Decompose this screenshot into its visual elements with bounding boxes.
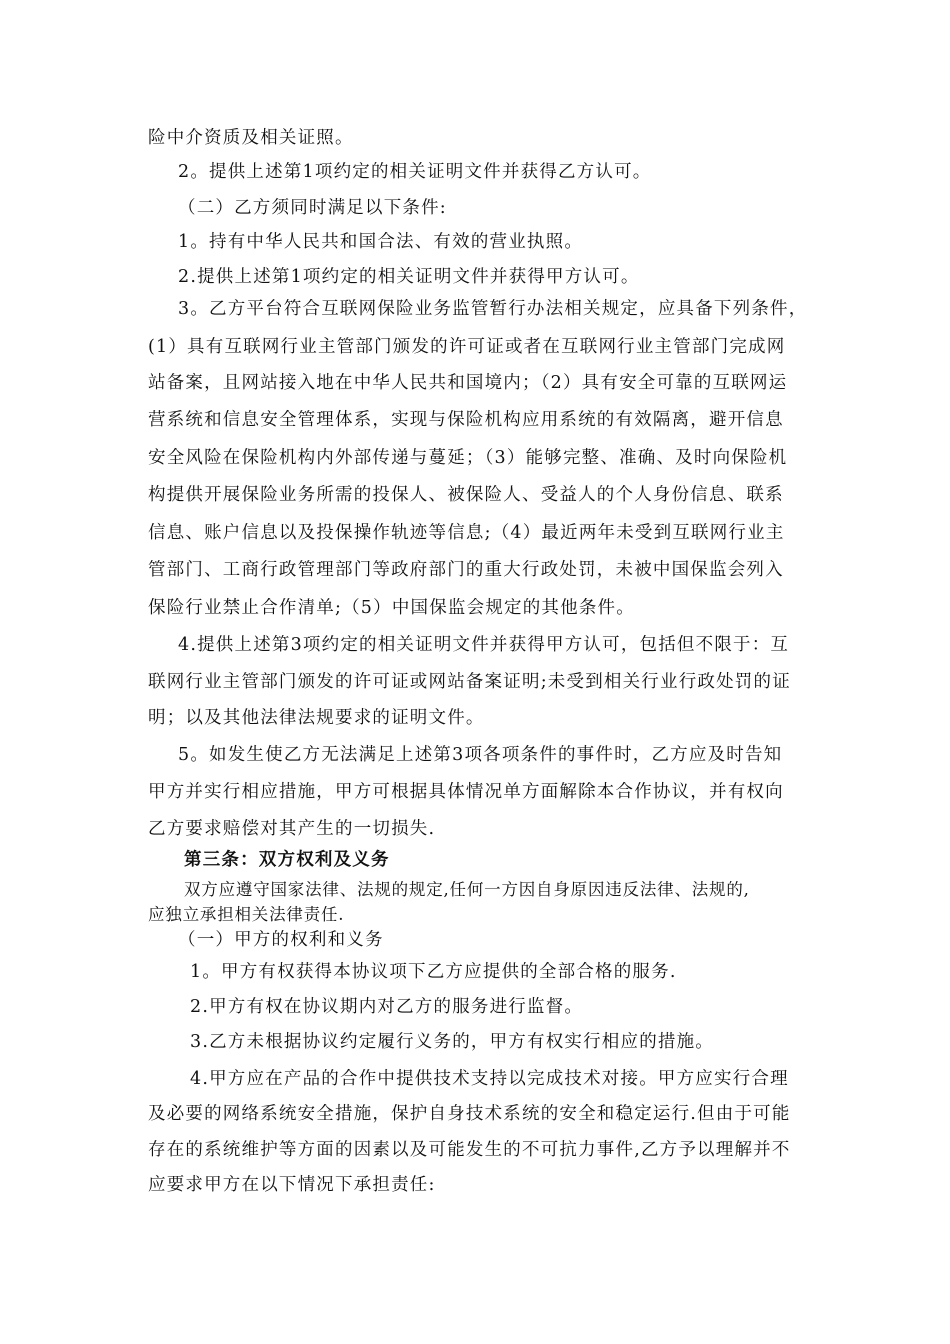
paragraph-line: 1。持有中华人民共和国合法、有效的营业执照。: [178, 232, 584, 252]
paragraph-line: 及必要的网络系统安全措施，保护自身技术系统的安全和稳定运行.但由于可能: [148, 1104, 791, 1124]
paragraph-line: 营系统和信息安全管理体系，实现与保险机构应用系统的有效隔离，避开信息: [148, 410, 784, 430]
paragraph-line: (1）具有互联网行业主管部门颁发的许可证或者在互联网行业主管部门完成网: [148, 337, 786, 357]
paragraph-line: 3.乙方未根据协议约定履行义务的，甲方有权实行相应的措施。: [190, 1032, 714, 1052]
paragraph-line: 应要求甲方在以下情况下承担责任:: [148, 1175, 436, 1195]
paragraph-line: 信息、账户信息以及投保操作轨迹等信息;（4）最近两年未受到互联网行业主: [148, 523, 785, 543]
paragraph-line: 4.甲方应在产品的合作中提供技术支持以完成技术对接。甲方应实行合理: [190, 1069, 789, 1089]
paragraph-line: 存在的系统维护等方面的因素以及可能发生的不可抗力事件,乙方予以理解并不: [148, 1140, 791, 1160]
paragraph-line: 管部门、工商行政管理部门等政府部门的重大行政处罚，未被中国保监会列入: [148, 560, 784, 580]
section-heading: （二）乙方须同时满足以下条件:: [178, 198, 447, 218]
paragraph-line: 1。甲方有权获得本协议项下乙方应提供的全部合格的服务.: [190, 962, 677, 982]
paragraph-line: 保险行业禁止合作清单;（5）中国保监会规定的其他条件。: [148, 598, 635, 618]
paragraph-line: 站备案，且网站接入地在中华人民共和国境内；（2）具有安全可靠的互联网运: [148, 373, 788, 393]
paragraph-line: 构提供开展保险业务所需的投保人、被保险人、受益人的个人身份信息、联系: [148, 485, 784, 505]
paragraph-line: 明；以及其他法律法规要求的证明文件。: [148, 708, 485, 728]
paragraph-line: 联网行业主管部门颁发的许可证或网站备案证明;未受到相关行业行政处罚的证: [148, 672, 791, 692]
paragraph-line: 双方应遵守国家法律、法规的规定,任何一方因自身原因违反法律、法规的,: [184, 880, 750, 899]
paragraph-line: 乙方要求赔偿对其产生的一切损失.: [148, 819, 436, 839]
section-heading: （一）甲方的权利和义务: [178, 930, 384, 950]
paragraph-line: 5。如发生使乙方无法满足上述第3项各项条件的事件时，乙方应及时告知: [178, 745, 783, 765]
paragraph-line: 3。乙方平台符合互联网保险业务监管暂行办法相关规定，应具备下列条件，: [178, 299, 808, 319]
paragraph-line: 险中介资质及相关证照。: [148, 128, 354, 148]
paragraph-line: 4.提供上述第3项约定的相关证明文件并获得甲方认可，包括但不限于：互: [178, 635, 790, 655]
paragraph-line: 2.甲方有权在协议期内对乙方的服务进行监督。: [190, 997, 584, 1017]
paragraph-line: 应独立承担相关法律责任.: [148, 905, 345, 924]
paragraph-line: 安全风险在保险机构内外部传递与蔓延；（3）能够完整、准确、及时向保险机: [148, 448, 788, 468]
paragraph-line: 2。提供上述第1项约定的相关证明文件并获得乙方认可。: [178, 162, 652, 182]
paragraph-line: 甲方并实行相应措施，甲方可根据具体情况单方面解除本合作协议，并有权向: [148, 782, 784, 802]
paragraph-line: 2.提供上述第1项约定的相关证明文件并获得甲方认可。: [178, 267, 640, 287]
article-heading: 第三条：双方权利及义务: [184, 850, 390, 870]
